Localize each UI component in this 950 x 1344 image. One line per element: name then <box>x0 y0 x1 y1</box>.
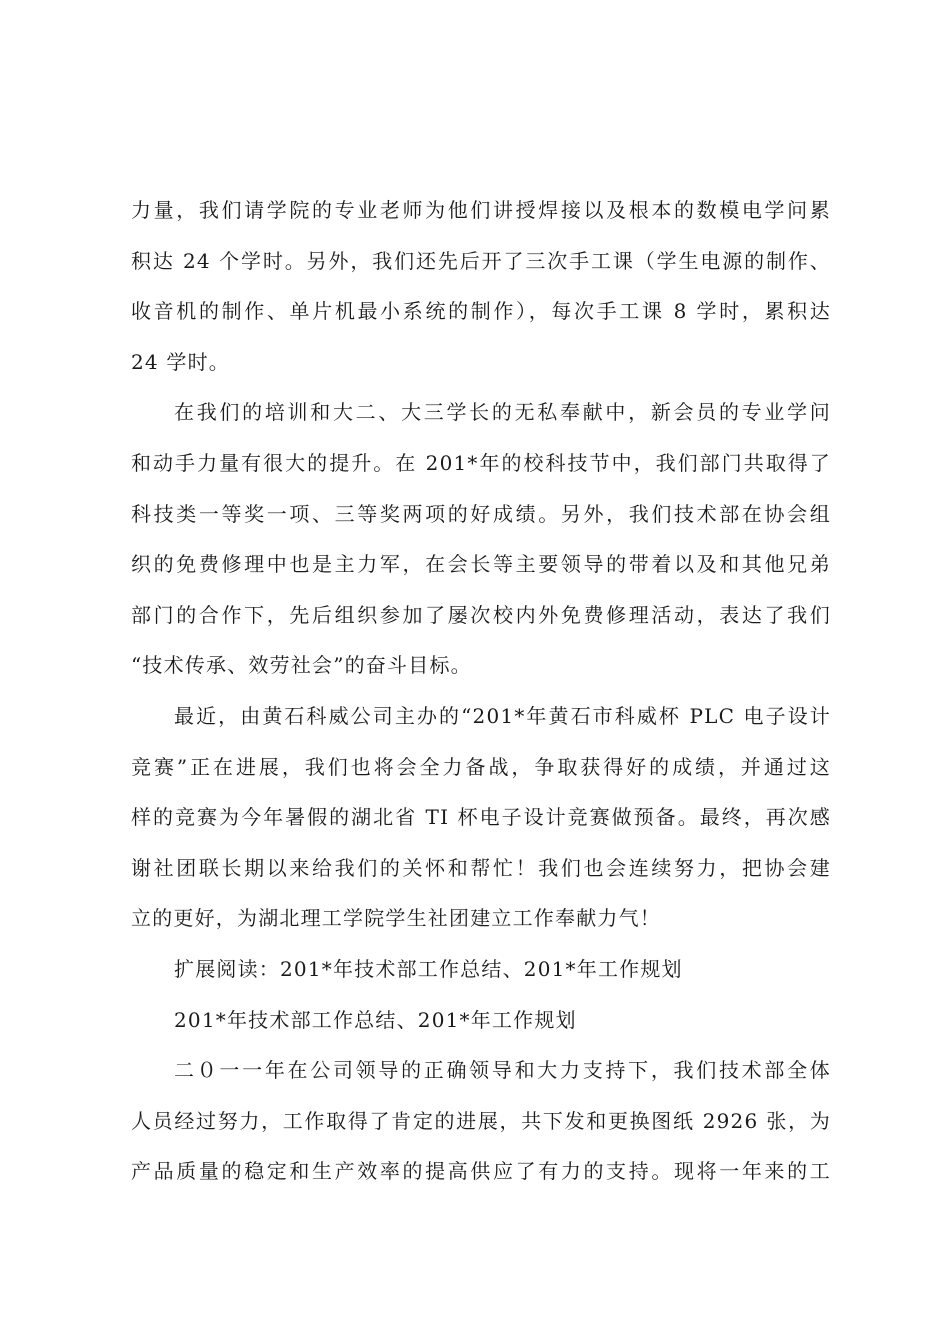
text-line: 最近，由黄石科威公司主办的“201*年黄石市科威杯 PLC 电子设计 <box>174 703 831 728</box>
text-line: 积达 24 个学时。另外，我们还先后开了三次手工课（学生电源的制作、 <box>131 248 831 273</box>
text-line: 人员经过努力，工作取得了肯定的进展，共下发和更换图纸 2926 张，为 <box>131 1108 831 1133</box>
text-line: 部门的合作下，先后组织参加了屡次校内外免费修理活动，表达了我们 <box>131 602 831 627</box>
paragraph-annual-summary <box>131 1045 831 1197</box>
text-line: 织的免费修理中也是主力军，在会长等主要领导的带着以及和其他兄弟 <box>131 552 831 577</box>
text-line: 在我们的培训和大二、大三学长的无私奉献中，新会员的专业学问 <box>174 400 831 425</box>
paragraph-competition <box>131 691 831 944</box>
text-line: 201*年技术部工作总结、201*年工作规划 <box>174 1007 577 1032</box>
text-line: 力量，我们请学院的专业老师为他们讲授焊接以及根本的数模电学问累 <box>131 198 831 222</box>
text-line: 和动手力量有很大的提升。在 201*年的校科技节中，我们部门共取得了 <box>131 450 831 475</box>
paragraph-training-hours <box>131 185 831 387</box>
text-line: 立的更好，为湖北理工学院学生社团建立工作奉献力气！ <box>131 906 661 931</box>
section-heading <box>131 995 831 1046</box>
document-body <box>131 185 831 1197</box>
text-line: “技术传承、效劳社会”的奋斗目标。 <box>131 653 472 678</box>
text-line: 竞赛”正在进展，我们也将会全力备战，争取获得好的成绩，并通过这 <box>131 754 831 779</box>
text-line: 收音机的制作、单片机最小系统的制作），每次手工课 8 学时，累积达 <box>131 299 831 324</box>
extended-reading-line <box>131 944 831 995</box>
text-line: 二０一一年在公司领导的正确领导和大力支持下，我们技术部全体 <box>174 1058 831 1083</box>
text-line: 24 学时。 <box>131 349 231 374</box>
text-line: 样的竞赛为今年暑假的湖北省 TI 杯电子设计竞赛做预备。最终，再次感 <box>131 805 831 830</box>
text-line: 产品质量的稳定和生产效率的提高供应了有力的支持。现将一年来的工 <box>131 1159 831 1184</box>
paragraph-achievements <box>131 387 831 691</box>
text-line: 扩展阅读：201*年技术部工作总结、201*年工作规划 <box>174 956 683 981</box>
text-line: 谢社团联长期以来给我们的关怀和帮忙！我们也会连续努力，把协会建 <box>131 855 831 880</box>
text-line: 科技类一等奖一项、三等奖两项的好成绩。另外，我们技术部在协会组 <box>131 501 831 526</box>
